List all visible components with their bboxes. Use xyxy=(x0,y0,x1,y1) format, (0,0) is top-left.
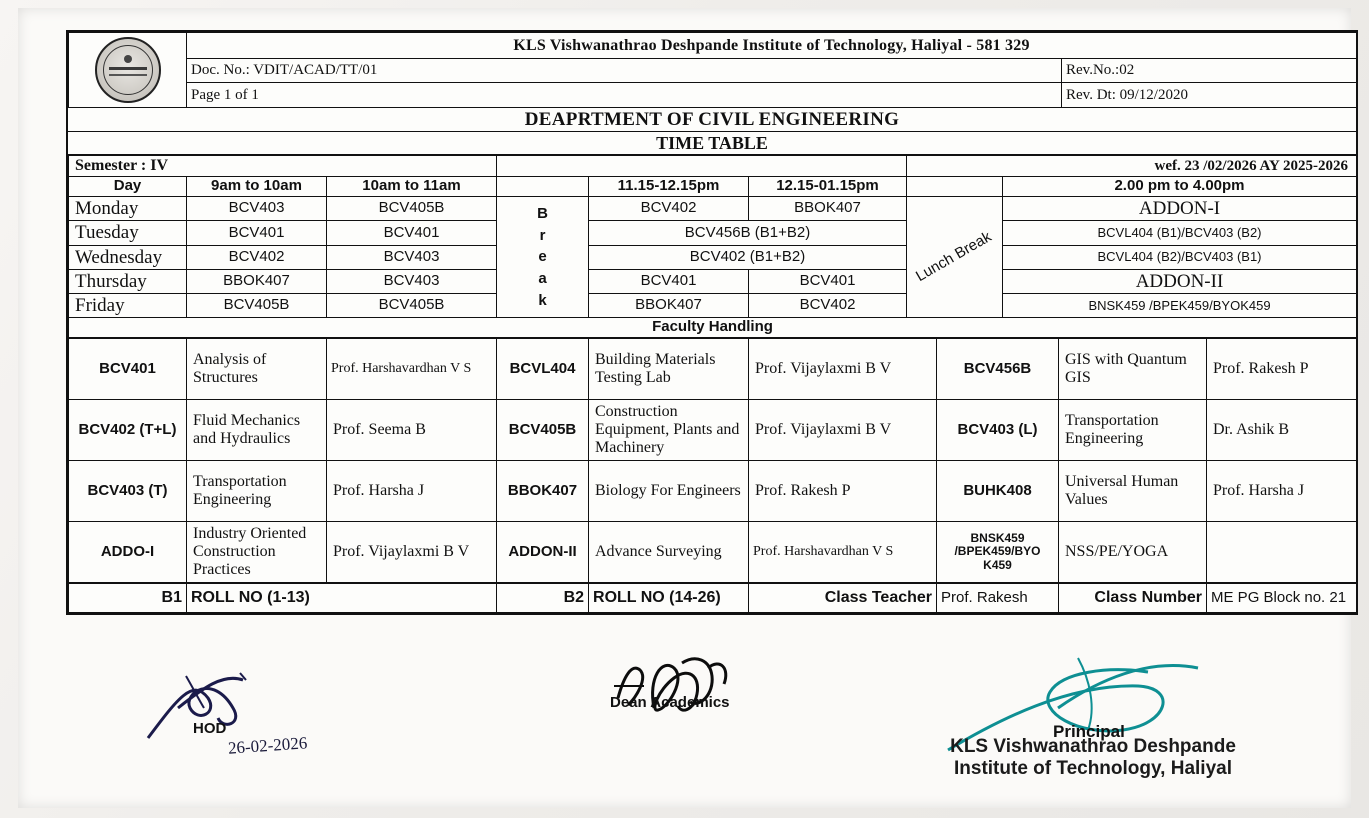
mon-slot-2: BCV405B xyxy=(327,197,497,221)
col-day: Day xyxy=(69,177,187,197)
fac-subject-4-1: Industry Oriented Construction Practices xyxy=(187,522,327,583)
fac-code-4-1: ADDO-I xyxy=(69,522,187,583)
department-title: DEAPRTMENT OF CIVIL ENGINEERING xyxy=(68,108,1356,132)
break-column xyxy=(497,197,589,318)
col-slot-3: 11.15-12.15pm xyxy=(589,177,749,197)
timetable xyxy=(68,155,1357,338)
principal-label: Principal xyxy=(1053,722,1125,741)
fac-name-3-3: Prof. Harsha J xyxy=(1207,461,1357,522)
institute-seal-icon xyxy=(69,33,187,108)
rev-date: Rev. Dt: 09/12/2020 xyxy=(1062,83,1357,108)
batch-b1-value: ROLL NO (1-13) xyxy=(187,584,497,613)
wed-afternoon: BCVL404 (B2)/BCV403 (B1) xyxy=(1003,245,1357,269)
fac-name-3-1: Prof. Harsha J xyxy=(327,461,497,522)
fac-subject-1-2: Building Materials Testing Lab xyxy=(589,339,749,400)
day-tuesday: Tuesday xyxy=(69,221,187,245)
mon-slot-3: BCV402 xyxy=(589,197,749,221)
batch-b2-value: ROLL NO (14-26) xyxy=(589,584,749,613)
col-break xyxy=(497,177,589,197)
mon-slot-4: BBOK407 xyxy=(749,197,907,221)
fac-subject-2-1: Fluid Mechanics and Hydraulics xyxy=(187,400,327,461)
table-row xyxy=(69,269,1357,293)
fac-name-2-1: Prof. Seema B xyxy=(327,400,497,461)
paper-sheet xyxy=(18,8,1351,808)
fri-slot-4: BCV402 xyxy=(749,294,907,318)
hod-date: 26-02-2026 xyxy=(227,733,308,758)
fac-name-1-1: Prof. Harshavardhan V S xyxy=(327,339,497,400)
table-row xyxy=(69,245,1357,269)
fac-name-2-2: Prof. Vijaylaxmi B V xyxy=(749,400,937,461)
timetable-document xyxy=(66,30,1358,615)
day-monday: Monday xyxy=(69,197,187,221)
class-teacher-value: Prof. Rakesh xyxy=(937,584,1059,613)
fri-slot-3: BBOK407 xyxy=(589,294,749,318)
fac-code-1-2: BCVL404 xyxy=(497,339,589,400)
fri-slot-1: BCV405B xyxy=(187,294,327,318)
fac-code-2-1: BCV402 (T+L) xyxy=(69,400,187,461)
fac-code-2-3: BCV403 (L) xyxy=(937,400,1059,461)
tue-slot-2: BCV401 xyxy=(327,221,497,245)
col-slot-2: 10am to 11am xyxy=(327,177,497,197)
fac-subject-3-2: Biology For Engineers xyxy=(589,461,749,522)
thu-slot-2: BCV403 xyxy=(327,269,497,293)
class-teacher-label: Class Teacher xyxy=(749,584,937,613)
institute-name: KLS Vishwanathrao Deshpande Institute of Technology, Haliyal - 581 329 xyxy=(187,33,1357,59)
fac-code-1-1: BCV401 xyxy=(69,339,187,400)
doc-number: Doc. No.: VDIT/ACAD/TT/01 xyxy=(187,58,1062,83)
dean-signature-icon xyxy=(614,659,726,710)
break-letter-2: r xyxy=(539,226,546,244)
tue-slot-1: BCV401 xyxy=(187,221,327,245)
fac-code-3-2: BBOK407 xyxy=(497,461,589,522)
thu-slot-3: BCV401 xyxy=(589,269,749,293)
header-table xyxy=(68,32,1357,108)
class-number-label: Class Number xyxy=(1059,584,1207,613)
lunch-break-column xyxy=(907,197,1003,318)
break-letter-5: k xyxy=(538,291,547,309)
page-number: Page 1 of 1 xyxy=(187,83,1062,108)
table-row xyxy=(69,400,1357,461)
fac-name-3-2: Prof. Rakesh P xyxy=(749,461,937,522)
hod-signature-icon xyxy=(148,673,246,738)
table-row xyxy=(69,294,1357,318)
wed-slot-2: BCV403 xyxy=(327,245,497,269)
rev-number: Rev.No.:02 xyxy=(1062,58,1357,83)
wef-label: wef. 23 /02/2026 AY 2025-2026 xyxy=(907,156,1357,177)
wed-midday-merged: BCV402 (B1+B2) xyxy=(589,245,907,269)
thu-afternoon: ADDON-II xyxy=(1003,269,1357,293)
fac-subject-2-3: Transportation Engineering xyxy=(1059,400,1207,461)
principal-signature-icon xyxy=(948,658,1198,750)
fac-subject-1-1: Analysis of Structures xyxy=(187,339,327,400)
table-row xyxy=(69,522,1357,583)
class-number-value: ME PG Block no. 21 xyxy=(1207,584,1357,613)
table-row xyxy=(69,197,1357,221)
day-thursday: Thursday xyxy=(69,269,187,293)
fac-subject-4-2: Advance Surveying xyxy=(589,522,749,583)
tue-midday-merged: BCV456B (B1+B2) xyxy=(589,221,907,245)
break-letter-4: a xyxy=(538,270,547,288)
fac-code-4-3: BNSK459 /BPEK459/BYO K459 xyxy=(937,522,1059,583)
batch-b1-label: B1 xyxy=(69,584,187,613)
fac-name-2-3: Dr. Ashik B xyxy=(1207,400,1357,461)
col-slot-4: 12.15-01.15pm xyxy=(749,177,907,197)
col-slot-5: 2.00 pm to 4.00pm xyxy=(1003,177,1357,197)
lunch-break-label: Lunch Break xyxy=(913,228,995,285)
principal-stamp xyxy=(918,708,1268,780)
col-slot-1: 9am to 10am xyxy=(187,177,327,197)
wed-slot-1: BCV402 xyxy=(187,245,327,269)
table-row xyxy=(69,461,1357,522)
principal-stamp-line-1: KLS Vishwanathrao Deshpande xyxy=(950,736,1236,757)
table-row xyxy=(69,221,1357,245)
fac-name-1-2: Prof. Vijaylaxmi B V xyxy=(749,339,937,400)
semester-label: Semester : IV xyxy=(69,156,497,177)
day-wednesday: Wednesday xyxy=(69,245,187,269)
semester-row xyxy=(69,156,1357,177)
mon-afternoon: ADDON-I xyxy=(1003,197,1357,221)
fac-subject-3-1: Transportation Engineering xyxy=(187,461,327,522)
page-title: TIME TABLE xyxy=(68,132,1356,155)
title-table xyxy=(68,108,1356,155)
fac-code-1-3: BCV456B xyxy=(937,339,1059,400)
fac-code-4-2: ADDON-II xyxy=(497,522,589,583)
fac-code-3-3: BUHK408 xyxy=(937,461,1059,522)
table-row xyxy=(69,339,1357,400)
fri-afternoon: BNSK459 /BPEK459/BYOK459 xyxy=(1003,294,1357,318)
fac-subject-1-3: GIS with Quantum GIS xyxy=(1059,339,1207,400)
tue-afternoon: BCVL404 (B1)/BCV403 (B2) xyxy=(1003,221,1357,245)
faculty-handling-header xyxy=(69,318,1357,338)
faculty-handling-table xyxy=(68,338,1357,583)
fac-name-4-1: Prof. Vijaylaxmi B V xyxy=(327,522,497,583)
slot-header-row xyxy=(69,177,1357,197)
fac-name-4-3 xyxy=(1207,522,1357,583)
faculty-handling-title: Faculty Handling xyxy=(69,318,1357,338)
break-letter-3: e xyxy=(538,248,547,266)
mon-slot-1: BCV403 xyxy=(187,197,327,221)
semester-blank xyxy=(497,156,907,177)
fac-subject-4-3: NSS/PE/YOGA xyxy=(1059,522,1207,583)
footer-table xyxy=(68,583,1357,613)
hod-label: HOD xyxy=(193,720,227,737)
fac-name-1-3: Prof. Rakesh P xyxy=(1207,339,1357,400)
fac-name-4-2: Prof. Harshavardhan V S xyxy=(749,522,937,583)
dean-academics-label: Dean Academics xyxy=(610,694,730,711)
fac-subject-2-2: Construction Equipment, Plants and Machinery xyxy=(589,400,749,461)
principal-stamp-line-2: Institute of Technology, Haliyal xyxy=(954,757,1232,779)
batch-b2-label: B2 xyxy=(497,584,589,613)
break-letter-1: B xyxy=(537,204,548,222)
fac-code-3-1: BCV403 (T) xyxy=(69,461,187,522)
fac-subject-3-3: Universal Human Values xyxy=(1059,461,1207,522)
fri-slot-2: BCV405B xyxy=(327,294,497,318)
thu-slot-4: BCV401 xyxy=(749,269,907,293)
thu-slot-1: BBOK407 xyxy=(187,269,327,293)
day-friday: Friday xyxy=(69,294,187,318)
col-lunch xyxy=(907,177,1003,197)
fac-code-2-2: BCV405B xyxy=(497,400,589,461)
